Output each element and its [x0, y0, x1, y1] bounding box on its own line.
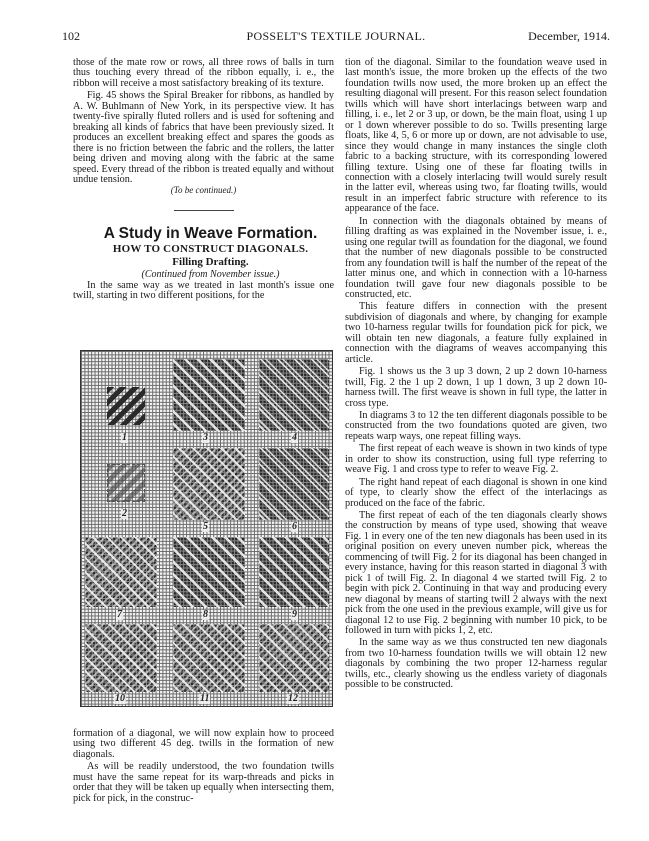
- figure-label-2: 2: [122, 508, 127, 519]
- figure-label-5: 5: [203, 521, 208, 532]
- figure-label-7: 7: [117, 609, 122, 620]
- weave-fig-2-cross-type: [107, 464, 145, 502]
- journal-title: POSSELT'S TEXTILE JOURNAL.: [246, 29, 426, 43]
- paragraph: Fig. 1 shows us the 3 up 3 down, 2 up 2 down 10-harness twill, Fig. 2 the 1 up 2 down, 1 up 1 down, 3 up 2 down 10-harness twill. The first weave is shown in full type, the latter in cross type.: [345, 366, 607, 409]
- page-number: 102: [62, 29, 80, 43]
- article-title: A Study in Weave Formation.: [103, 224, 318, 242]
- figure-label-9: 9: [292, 609, 297, 620]
- paragraph: tion of the diagonal. Similar to the foundation weave used in last month's issue, the more broken up the effects of the two foundation twills now used, the more broken up an effect the resulting diagonal will present. For this reason select foundation twills which will have short interlacings between warp and filling, i. e., let 2 or 3 up, or down, be the main float, using 1 up or 1 down wherever possible to do so. Twills presenting large floats, like 4, 5, 6 or more up or down, are not advisable to use, since they would change in many instances the single cloth fabric to a backing structure, with its corresponding lowered filling texture. Using one of these far floating twills in connection with a closely interlacing twill would surely result in the latter evil, whereas using two, far floating twills, would result in an imperfect fabric structure with reference to its appearance of the face.: [345, 57, 607, 215]
- weave-diagram-4: [259, 359, 329, 431]
- weave-fig-1-full-type: [107, 387, 145, 425]
- figure-label-3: 3: [203, 432, 208, 443]
- left-column-lower: [73, 729, 334, 804]
- continued-from-note: (Continued from November issue.): [141, 268, 280, 280]
- figure-label-6: 6: [292, 521, 297, 532]
- left-column: [73, 58, 334, 302]
- weave-diagram-5: [173, 448, 245, 520]
- paragraph: In the same way as we treated in last month's issue one twill, starting in two different positions, for the: [73, 279, 334, 302]
- figure-label-12: 12: [288, 693, 298, 704]
- to-be-continued-note: (To be continued.): [170, 185, 237, 196]
- paragraph: Fig. 45 shows the Spiral Breaker for ribbons, as handled by A. W. Buhlmann of New York, in its perspective view. It has twenty-five spirally fluted rollers and is used for softening and breaking all kinds of fabrics that have been previously sized. It produces an excellent breaking effect and spares the goods as there is no friction between the fabric and the rollers, the latter being driven and moving along with the fabric at the same speed. Every thread of the ribbon is treated equally and without undue tension.: [73, 90, 334, 185]
- issue-date: December, 1914.: [528, 29, 610, 43]
- section-heading: Filling Drafting.: [172, 255, 249, 268]
- weave-diagram-11: [173, 624, 245, 692]
- section-divider: [174, 210, 234, 211]
- weave-diagram-12: [259, 624, 329, 692]
- figure-label-1: 1: [122, 432, 127, 443]
- weave-diagram-9: [259, 537, 329, 607]
- weave-diagram-10: [85, 624, 157, 692]
- paragraph: formation of a diagonal, we will now explain how to proceed using two different 45 deg. twills in the formation of new diagonals.: [73, 728, 334, 760]
- paragraph: As will be readily understood, the two foundation twills must have the same repeat for its warp-threads and picks in order that they will be taken up equally when intersecting them, pick for pick, in the construc-: [73, 761, 334, 804]
- figure-label-4: 4: [292, 432, 297, 443]
- paragraph: In connection with the diagonals obtained by means of filling drafting as was explained in the November issue, i. e., using one regular twill as foundation for the diagonal, we found that the number of new diagonals possible to be constructed from any foundation twill is half the number of the repeat of the latter minus one, and which in connection with a 10-harness foundation twill gave four new diagonals possible to be constructed, etc.: [345, 215, 607, 300]
- paragraph: those of the mate row or rows, all three rows of balls in turn thus touching every thread of the ribbon equally, i. e., the ribbon will receive a most satisfactory breaking of its texture.: [73, 57, 334, 89]
- weave-diagram-3: [173, 359, 245, 431]
- paragraph: The first repeat of each of the ten diagonals clearly shows the construction by means of type used, showing that weave Fig. 1 in every one of the ten new diagonals has been used in its original position on every uneven number pick, whereas the commencing of twill Fig. 2 for its diagonal has been changed in every instance, having for this reason started in diagonal 3 with pick 1 of twill Fig. 2. In diagonal 4 we started twill Fig. 2 to begin with pick 2. Continuing in that way and producing every new diagonal by means of starting twill 2 always with the next pick from the one used in the previous example, will give us for diagonal 12 to use Fig. 2 beginning with number 10 pick, to be followed in turn with picks 1, 2, etc.: [345, 510, 607, 637]
- weave-diagram-figure: [80, 350, 333, 707]
- paragraph: In diagrams 3 to 12 the ten different diagonals possible to be constructed from the two foundations quoted are given, two repeats warp ways, one repeat filling ways.: [345, 409, 607, 442]
- figure-label-11: 11: [200, 693, 210, 704]
- paragraph: In the same way as we thus constructed ten new diagonals from two 10-harness foundation twills we will obtain 12 new diagonals by combining the two proper 12-harness regular twills, etc., clearly showing us the endless variety of diagonals possible to be constructed.: [345, 637, 607, 691]
- paragraph: The right hand repeat of each diagonal is shown in one kind of type, to clearly show the effect of the interlacings as produced on the face of the fabric.: [345, 476, 607, 509]
- paragraph: This feature differs in connection with the present subdivision of diagonals and where, by changing for example two 10-harness regular twills for foundation pick for pick, we will obtain ten new diagonals, a feature fully explained in connection with the diagrams of weaves accompanying this article.: [345, 301, 607, 365]
- paragraph: The first repeat of each weave is shown in two kinds of type in order to show its construction, using full type referring to weave Fig. 1 and cross type to refer to weave Fig. 2.: [345, 443, 607, 476]
- right-column: [345, 58, 607, 691]
- weave-diagram-8: [173, 537, 245, 607]
- weave-diagram-6: [259, 448, 329, 520]
- article-subtitle: HOW TO CONSTRUCT DIAGONALS.: [112, 242, 309, 255]
- weave-diagram-7: [85, 537, 157, 607]
- figure-label-8: 8: [203, 609, 208, 620]
- figure-label-10: 10: [115, 693, 125, 704]
